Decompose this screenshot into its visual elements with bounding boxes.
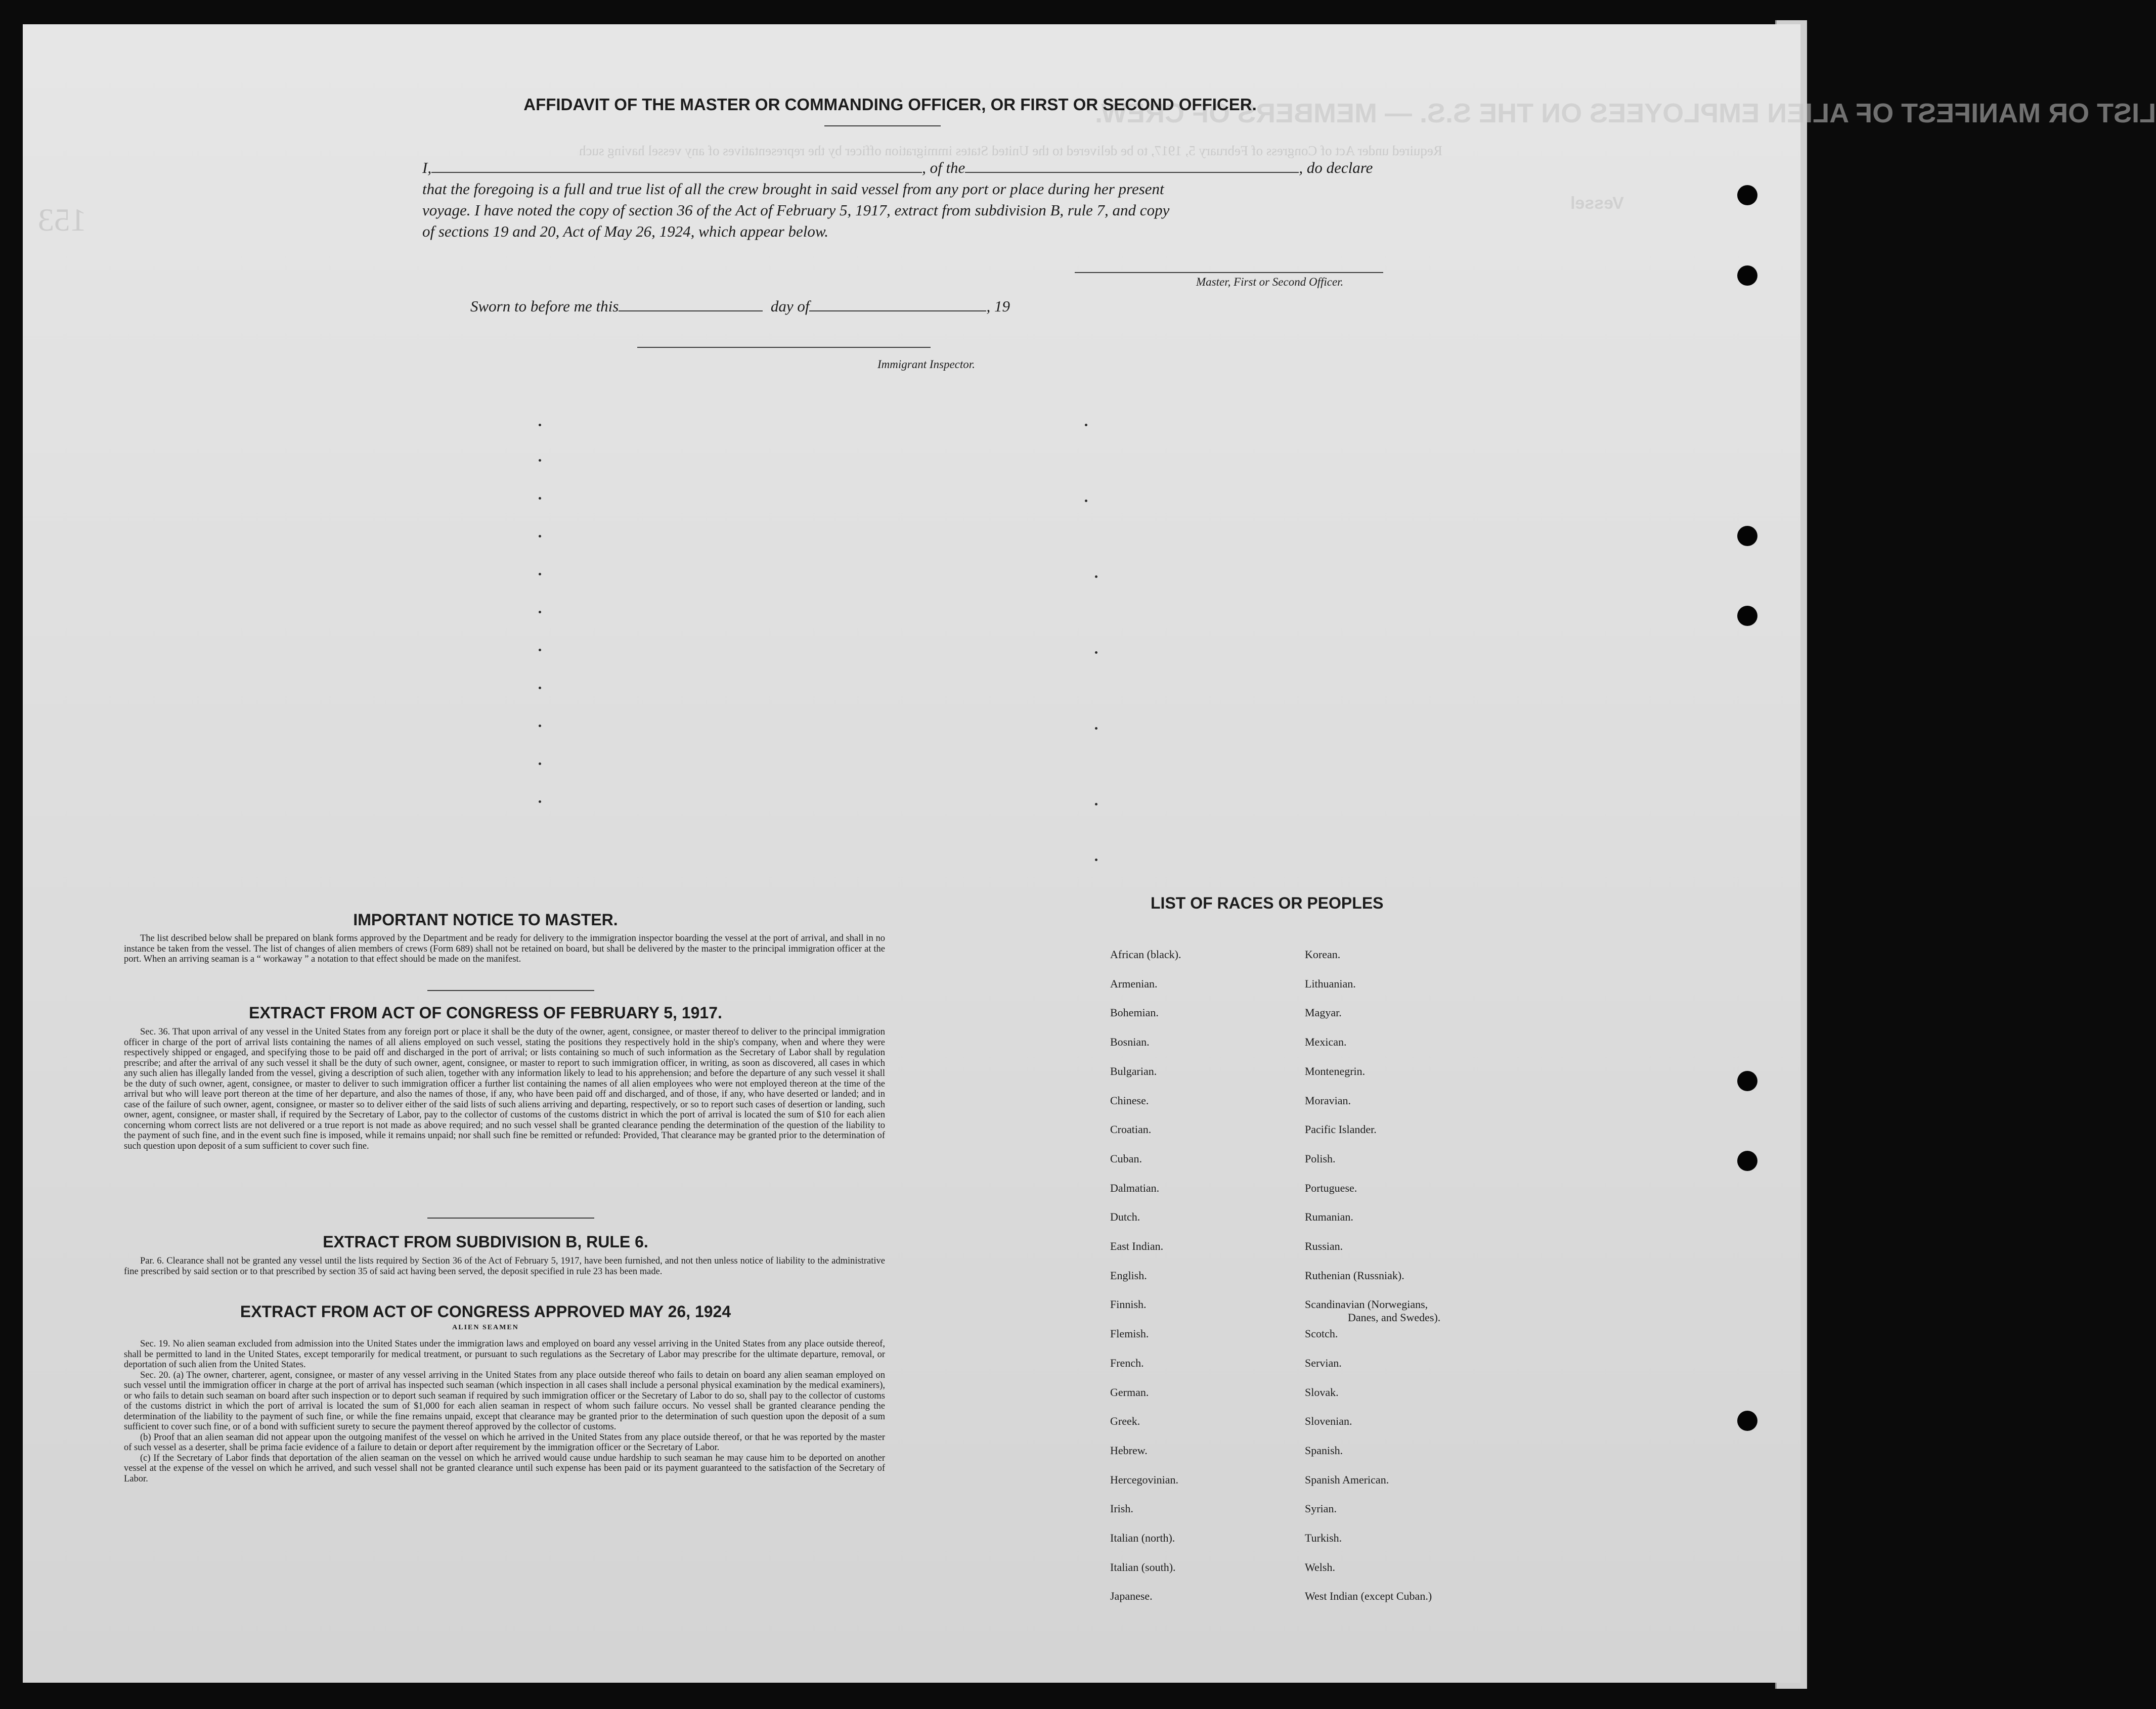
race-item: Dalmatian.: [1110, 1182, 1160, 1194]
bleed-subheading: Required under Act of Congress of February 5, 1917, to be delivered to the United States immigration officer by the representatives of any vessel having such: [579, 143, 1442, 158]
vessel-blank[interactable]: [965, 159, 1299, 173]
race-item: West Indian (except Cuban.): [1305, 1590, 1432, 1602]
stray-mark: [1095, 803, 1097, 805]
sworn-month-blank[interactable]: [809, 297, 986, 311]
binder-hole: [1737, 185, 1757, 205]
divider-rule: [427, 990, 594, 991]
affidavit-declare-label: , do declare: [1299, 159, 1373, 176]
affidavit-title-rule: [824, 125, 941, 126]
affidavit-i-label: I,: [422, 159, 432, 176]
race-item: Portuguese.: [1305, 1182, 1357, 1194]
act-1924-subtitle: ALIEN SEAMEN: [452, 1324, 519, 1331]
race-item: Dutch.: [1110, 1210, 1140, 1223]
stray-mark: [539, 687, 541, 689]
stray-mark: [539, 800, 541, 803]
stray-mark: [539, 424, 541, 426]
race-item: Korean.: [1305, 948, 1341, 961]
affidavit-text-line-4: of sections 19 and 20, Act of May 26, 1924, which appear below.: [422, 222, 829, 240]
binder-hole: [1737, 606, 1757, 626]
section-20a-paragraph: Sec. 20. (a) The owner, charterer, agent, consignee, or master of any vessel arriving in the United States from any place outside thereof who fails to detain on board any alien seaman employed on such vessel until the immigration officer in charge at the port of arrival has inspected such seaman (which inspection in all cases shall include a personal physical examination by the medical examiners), or who fails to detain such seaman on board after such inspection or to deport such seaman if required by such immigration officer or the Secretary of Labor to do so, shall pay to the collector of customs of the customs district in which the port of arrival is located the sum of $1,000 for each alien seaman in respect of whom such failure occurs. No vessel shall be granted clearance pending the determination of the liability to the payment of such fine, or while the fine remains unpaid, except that clearance may be granted prior to the determination of such question upon the deposit of a sum sufficient to cover such fine, or of a bond with sufficient surety to secure the payment thereof approved by the collector of customs.: [124, 1370, 885, 1432]
rule-6-paragraph: Par. 6. Clearance shall not be granted any vessel until the lists required by Section 36 of the Act of February 5, 1917, have been furnished, and not then unless notice of liability to the administrative fine prescribed by said section or to that prescribed by section 35 of said act having been served, the deposit specified in rule 23 has been made.: [124, 1256, 885, 1277]
stray-mark: [1095, 859, 1097, 861]
race-item: Mexican.: [1305, 1036, 1347, 1048]
race-item: Spanish American.: [1305, 1473, 1389, 1486]
divider-rule: [427, 1218, 594, 1219]
inspector-signature-label: Immigrant Inspector.: [877, 358, 975, 371]
notice-text: [124, 933, 885, 965]
affidavit-text-line-2: that the foregoing is a full and true list of all the crew brought in said vessel from any port or place during her present: [422, 180, 1164, 198]
race-item: Italian (north).: [1110, 1532, 1175, 1544]
stray-mark: [539, 497, 541, 500]
race-item: Spanish.: [1305, 1444, 1343, 1457]
rule-6-title: EXTRACT FROM SUBDIVISION B, RULE 6.: [323, 1233, 648, 1251]
race-item: Servian.: [1305, 1357, 1342, 1369]
race-item: Bohemian.: [1110, 1006, 1159, 1019]
race-item: African (black).: [1110, 948, 1181, 961]
notice-title: IMPORTANT NOTICE TO MASTER.: [353, 911, 618, 929]
race-item: English.: [1110, 1269, 1147, 1282]
race-item: East Indian.: [1110, 1240, 1164, 1252]
act-1924-text: [124, 1339, 885, 1484]
race-item: Armenian.: [1110, 977, 1158, 990]
inspector-signature-line[interactable]: [637, 347, 931, 348]
race-item: Rumanian.: [1305, 1210, 1353, 1223]
stray-mark: [1085, 500, 1087, 502]
act-1917-paragraph: Sec. 36. That upon arrival of any vessel in the United States from any foreign port or place it shall be the duty of the owner, agent, consignee, or master thereof to deliver to the principal immigration officer in charge of the port of arrival lists containing the names of all aliens employed on such vessel, stating the positions they respectively hold in the ship's company, when and where they were respectively shipped or engaged, and specifying those to be paid off and discharged in the port of arrival; or lists containing so much of such information as the Secretary of Labor shall by regulation prescribe; and after the arrival of any such vessel it shall be the duty of such owner, agent, consignee, or master to report to such immigration officer, in writing, as soon as discovered, all cases in which any such alien has illegally landed from the vessel, giving a description of such alien, together with any information likely to lead to his apprehension; and before the departure of any such vessel it shall be the duty of such owner, agent, consignee, or master to deliver to such immigration officer a further list containing the names of all alien employees who were not employed thereon at the time of the arrival but who will leave port thereon at the time of her departure, and also the names of those, if any, who have been paid off and discharged, and of those, if any, who have deserted or landed; and in case of the failure of such owner, agent, consignee, or master so to deliver either of the said lists of such aliens arriving and departing, respectively, or so to report such cases of desertion or landing, such owner, agent, consignee, or master shall, if required by the Secretary of Labor, pay to the collector of customs of the customs district in which the port of arrival is located the sum of $10 for each alien concerning whom correct lists are not delivered or a true report is not made as above required; and no such vessel shall be granted clearance pending the determination of the question of the liability to the payment of such fine, and in the event such fine is imposed, while it remains unpaid; nor shall such fine be remitted or refunded: Provided, That clearance may be granted prior to the determination of such question upon deposit of a sum sufficient to cover such fine.: [124, 1027, 885, 1151]
stray-mark: [1095, 727, 1097, 730]
race-item: Scandinavian (Norwegians,: [1305, 1298, 1428, 1311]
name-blank[interactable]: [431, 159, 922, 173]
master-signature-label: Master, First or Second Officer.: [1196, 276, 1344, 288]
race-item: Italian (south).: [1110, 1561, 1176, 1573]
section-20c-paragraph: (c) If the Secretary of Labor finds that deportation of the alien seaman on the vessel on which he arrived would cause undue hardship to such seaman he may cause him to be deported on another vessel at the expense of the vessel on which he arrived, and such vessel shall not be granted clearance until such expense has been paid or its payment guaranteed to the satisfaction of the Secretary of Labor.: [124, 1453, 885, 1484]
race-item: Pacific Islander.: [1305, 1123, 1377, 1136]
race-item: Turkish.: [1305, 1532, 1342, 1544]
act-1917-text: [124, 1027, 885, 1151]
notice-paragraph: The list described below shall be prepared on blank forms approved by the Department and be ready for delivery to the immigration inspector boarding the vessel at the port of arrival, and shall in no instance be taken from the vessel. The list of changes of alien members of crews (Form 689) shall not be retained on board, but shall be delivered by the master to the principal immigration officer at the port. When an arriving seaman is a “ workaway ” a notation to that effect should be made on the manifest.: [124, 933, 885, 964]
year-label: , 19: [986, 297, 1010, 315]
bleed-heading: LIST OR MANIFEST OF ALIEN EMPLOYEES ON THE S.S. — MEMBERS OF CREW.: [1095, 98, 2156, 128]
race-item: Bulgarian.: [1110, 1065, 1157, 1077]
stray-mark: [1095, 651, 1097, 654]
affidavit-text-line-3: voyage. I have noted the copy of section 36 of the Act of February 5, 1917, extract from subdivision B, rule 7, and copy: [422, 201, 1170, 219]
race-item: Slovenian.: [1305, 1415, 1352, 1427]
binder-hole: [1737, 265, 1757, 286]
race-item: Polish.: [1305, 1152, 1336, 1165]
stray-mark: [539, 649, 541, 651]
race-item: Scotch.: [1305, 1327, 1338, 1340]
stray-mark: [539, 535, 541, 537]
sworn-label: Sworn to before me this: [470, 297, 619, 315]
stray-mark: [539, 611, 541, 613]
race-item: Moravian.: [1305, 1094, 1351, 1107]
race-item: Lithuanian.: [1305, 977, 1356, 990]
bleed-page-number: 153: [38, 202, 86, 238]
race-item: Irish.: [1110, 1502, 1133, 1515]
race-item: Greek.: [1110, 1415, 1140, 1427]
binder-hole: [1737, 526, 1757, 546]
race-item: Cuban.: [1110, 1152, 1142, 1165]
race-item: Danes, and Swedes).: [1348, 1311, 1441, 1324]
binder-hole: [1737, 1411, 1757, 1431]
sworn-day-blank[interactable]: [619, 297, 763, 311]
race-item: French.: [1110, 1357, 1144, 1369]
master-signature-line[interactable]: [1075, 272, 1383, 273]
affidavit-declaration-line: [422, 159, 1373, 177]
document-page: [23, 24, 2156, 1683]
affidavit-of-the-label: , of the: [922, 159, 965, 176]
race-item: Magyar.: [1305, 1006, 1342, 1019]
race-item: Chinese.: [1110, 1094, 1149, 1107]
race-item: Bosnian.: [1110, 1036, 1150, 1048]
race-item: Syrian.: [1305, 1502, 1337, 1515]
section-19-paragraph: Sec. 19. No alien seaman excluded from admission into the United States under the immigration laws and employed on board any vessel arriving in the United States from any place outside thereof, shall be permitted to land in the United States, except temporarily for medical treatment, or pursuant to such regulations as the Secretary of Labor may prescribe for the ultimate departure, removal, or deportation of such alien from the United States.: [124, 1339, 885, 1370]
race-item: Hercegovinian.: [1110, 1473, 1178, 1486]
race-item: Flemish.: [1110, 1327, 1149, 1340]
race-item: Welsh.: [1305, 1561, 1335, 1573]
race-item: Ruthenian (Russniak).: [1305, 1269, 1404, 1282]
act-1924-title: EXTRACT FROM ACT OF CONGRESS APPROVED MAY 26, 1924: [240, 1302, 731, 1321]
stray-mark: [539, 573, 541, 575]
race-item: Montenegrin.: [1305, 1065, 1366, 1077]
affidavit-title: AFFIDAVIT OF THE MASTER OR COMMANDING OFFICER, OR FIRST OR SECOND OFFICER.: [523, 95, 1257, 114]
race-item: Croatian.: [1110, 1123, 1152, 1136]
race-item: Hebrew.: [1110, 1444, 1148, 1457]
bleed-vessel-label: Vessel: [1570, 194, 1624, 213]
race-item: Finnish.: [1110, 1298, 1147, 1311]
race-item: Russian.: [1305, 1240, 1343, 1252]
races-title: LIST OF RACES OR PEOPLES: [1151, 894, 1384, 912]
stray-mark: [1085, 424, 1087, 426]
stray-mark: [1095, 575, 1097, 578]
act-1917-title: EXTRACT FROM ACT OF CONGRESS OF FEBRUARY 5, 1917.: [249, 1004, 722, 1022]
stray-mark: [539, 725, 541, 727]
stray-mark: [539, 762, 541, 765]
race-item: Japanese.: [1110, 1590, 1153, 1602]
binder-hole: [1737, 1151, 1757, 1171]
race-item: German.: [1110, 1386, 1149, 1399]
binder-hole: [1737, 1071, 1757, 1091]
rule-6-text: [124, 1256, 885, 1277]
sworn-line: [470, 297, 1010, 316]
race-item: Slovak.: [1305, 1386, 1339, 1399]
day-of-label: day of: [770, 297, 810, 315]
section-20b-paragraph: (b) Proof that an alien seaman did not appear upon the outgoing manifest of the vessel on which he arrived in the United States from any place outside thereof, or that he was reported by the master of such vessel as a deserter, shall be prima facie evidence of a failure to detain or deport after requirement by the immigration officer or the Secretary of Labor.: [124, 1432, 885, 1453]
stray-mark: [539, 459, 541, 462]
